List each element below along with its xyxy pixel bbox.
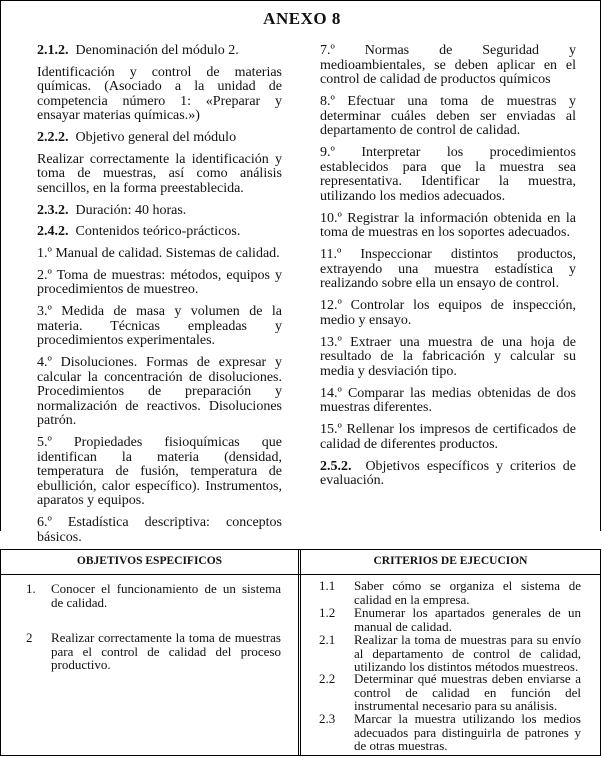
table-row	[26, 582, 286, 612]
table-row	[319, 606, 581, 634]
criterion-number: 1.1	[319, 578, 336, 593]
right-column	[320, 44, 576, 496]
section-heading: 2.2.2. Objetivo general del módulo	[37, 130, 237, 145]
list-item: 12.º Controlar los equipos de inspección, medio y ensayo.	[320, 298, 576, 328]
list-item: 15.º Rellenar los impresos de certificados de calidad de diferentes productos.	[320, 422, 576, 452]
criterion-number: 1.2	[319, 605, 336, 620]
paragraph: Identificación y control de materias químicas. (Asociado a la unidad de competencia número 1: «Preparar y ensayar materias químicas.»)	[37, 64, 282, 123]
objectives-column-header: OBJETIVOS ESPECIFICOS	[76, 555, 223, 567]
section-heading: 2.1.2. Denominación del módulo 2.	[37, 43, 239, 58]
criteria-column-header: CRITERIOS DE EJECUCION	[373, 555, 528, 567]
list-item: 14.º Comparar las medias obtenidas de dos muestras diferentes.	[320, 385, 576, 415]
table-row	[26, 631, 286, 675]
criterion-text: Enumerar los apartados generales de un manual de calidad.	[354, 605, 581, 634]
list-item: 10.º Registrar la información obtenida en la toma de muestras en los soportes adecuados.	[320, 210, 576, 240]
criterion-text: Saber cómo se organiza el sistema de calidad en la empresa.	[354, 578, 581, 607]
list-item: 8.º Efectuar una toma de muestras y determinar cuáles deben ser enviadas al departamento de control de calidad.	[320, 94, 576, 138]
table-row	[319, 579, 581, 607]
list-item: 13.º Extraer una muestra de una hoja de resultado de la fabricación y calcular su media y desviación tipo.	[320, 334, 576, 379]
paragraph: Realizar correctamente la identificación y toma de muestras, así como análisis sencillos, en la forma preestablecida.	[37, 151, 282, 196]
criterion-text: Realizar la toma de muestras para su envío al departamento de control de calidad, utilizando los distintos métodos muestreos.	[354, 632, 581, 674]
list-item: 2.º Toma de muestras: métodos, equipos y procedimientos de muestreo.	[37, 267, 282, 297]
list-item: 5.º Propiedades fisioquímicas que identifican la materia (densidad, temperatura de fusión, temperatura de ebullición, calor específico). Instrumentos, aparatos y equipos.	[37, 435, 282, 508]
criterion-number: 2.3	[319, 711, 336, 726]
section-heading: 2.5.2. Objetivos específicos y criterios de evaluación.	[320, 458, 577, 488]
list-item: 3.º Medida de masa y volumen de la materia. Técnicas empleadas y procedimientos experimentales.	[37, 304, 282, 348]
section-heading: 2.3.2. Duración: 40 horas.	[37, 202, 187, 218]
list-item: 7.º Normas de Seguridad y medioambientales, se deben aplicar en el control de calidad de productos químicos	[320, 43, 576, 87]
criterion-text: Determinar qué muestras deben enviarse a control de calidad en función del instrumental necesario para su análisis.	[354, 671, 581, 713]
list-item: 9.º Interpretar los procedimientos establecidos para que la muestra sea representativa. Identificar la muestra, utilizando los medios adecuados.	[320, 145, 576, 204]
table-row	[319, 712, 581, 753]
objective-text: Realizar correctamente la toma de muestras para el control de calidad del proceso productivo.	[51, 630, 281, 672]
section-heading: 2.4.2. Contenidos teórico-prácticos.	[37, 224, 241, 239]
list-item: 4.º Disoluciones. Formas de expresar y calcular la concentración de disoluciones. Procedimientos de preparación y normalización de reactivos. Disoluciones patrón.	[37, 355, 282, 428]
list-item: 6.º Estadística descriptiva: conceptos básicos.	[37, 515, 282, 545]
objective-text: Conocer el funcionamiento de un sistema de calidad.	[51, 581, 281, 610]
table-row	[319, 633, 581, 674]
criterion-number: 2.1	[319, 632, 336, 647]
objective-number: 1.	[26, 581, 36, 596]
list-item: 11.º Inspeccionar distintos productos, extrayendo una muestra estadística y realizando sobre ella un ensayo de control.	[320, 247, 576, 291]
column-divider	[298, 550, 301, 755]
criterion-text: Marcar la muestra utilizando los medios adecuados para distinguirla de patrones y de otras muestras.	[354, 711, 581, 753]
left-column	[37, 44, 282, 553]
page-title: ANEXO 8	[263, 9, 341, 28]
list-item: 1.º Manual de calidad. Sistemas de calidad.	[37, 245, 280, 261]
objective-number: 2	[26, 630, 33, 645]
table-row	[319, 672, 581, 713]
criterion-number: 2.2	[319, 671, 336, 686]
objectives-table	[0, 549, 601, 756]
